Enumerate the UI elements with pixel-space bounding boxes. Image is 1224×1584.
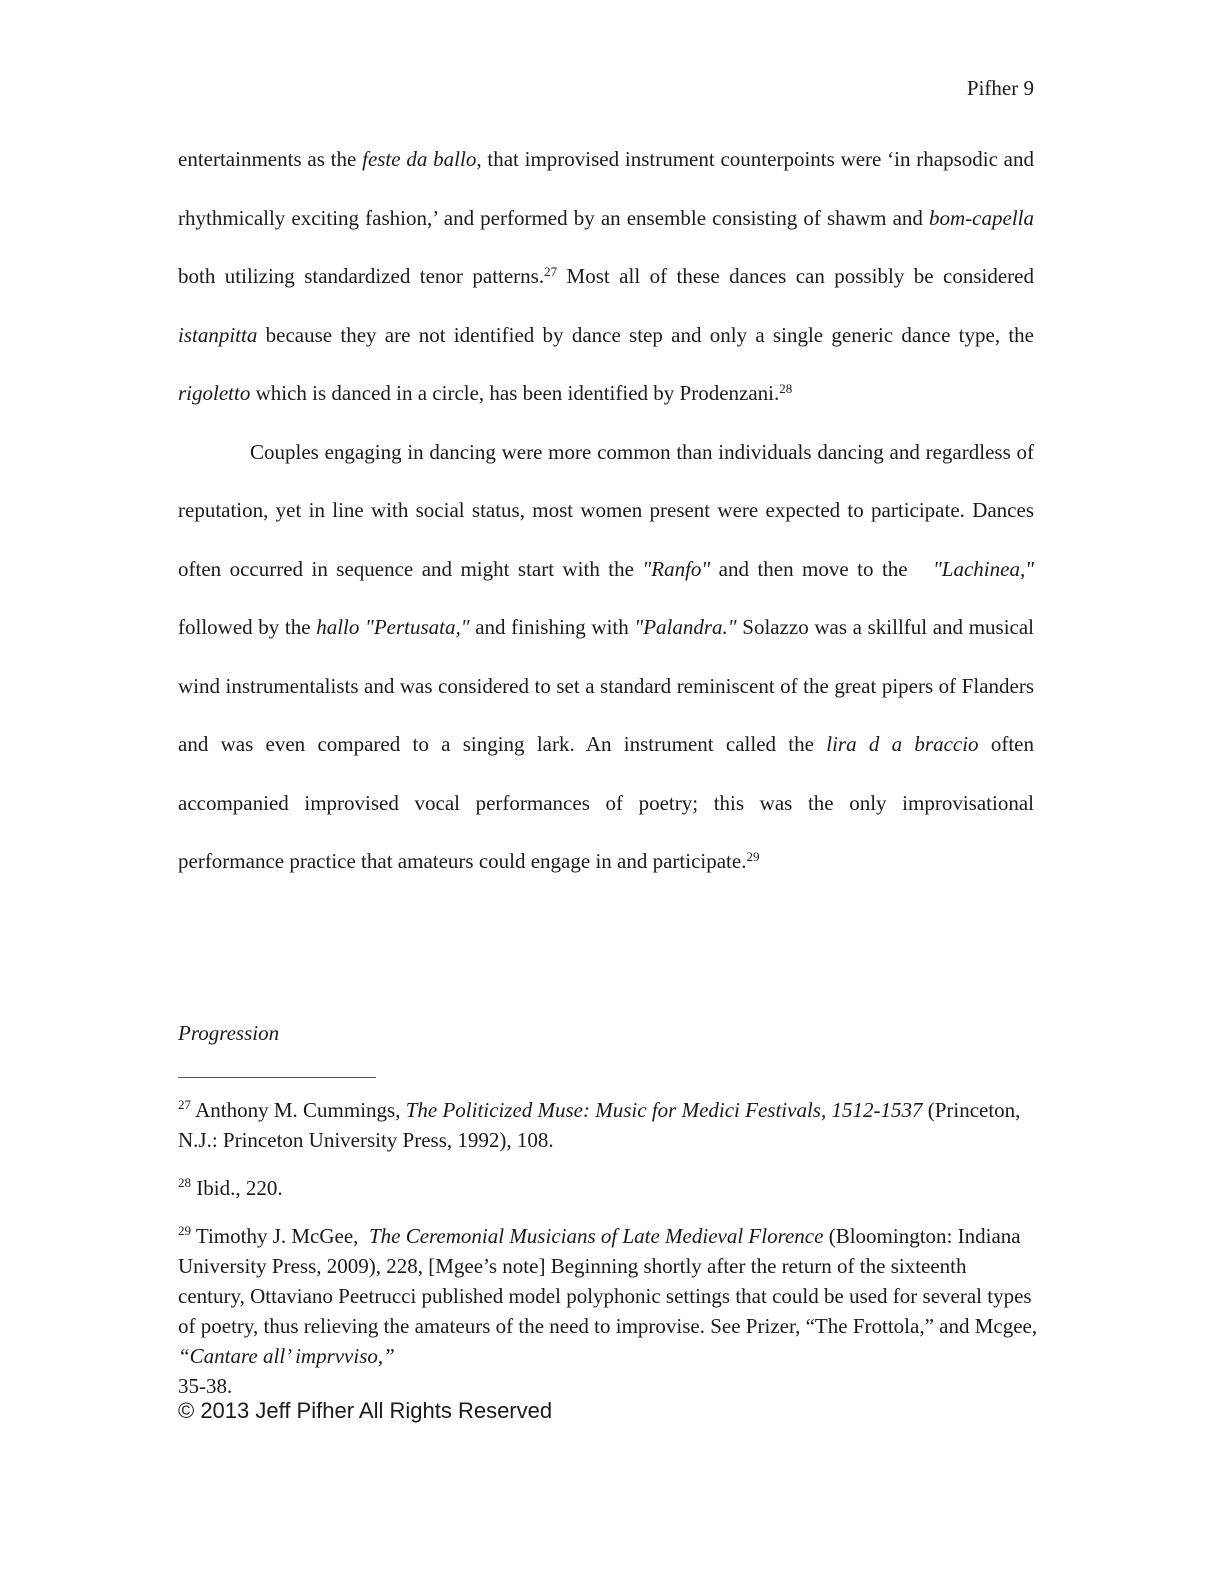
footnote-number: 28 <box>178 1175 191 1190</box>
text-run: entertainments as the <box>178 147 363 171</box>
italic-term: lira d a braccio <box>826 732 979 756</box>
footnote-title: The Ceremonial Musicians of Late Medieval Florence <box>368 1224 824 1248</box>
text-run: followed by the <box>178 615 317 639</box>
footnote-text: Timothy J. McGee, <box>191 1224 369 1248</box>
footnote-28 <box>178 1173 1038 1203</box>
text-run: which is danced in a circle, has been identified by Prodenzani. <box>250 381 780 405</box>
section-heading: Progression <box>178 1021 280 1045</box>
italic-term: bom-capella <box>929 205 1034 230</box>
italic-term: "Palandra." <box>634 615 737 639</box>
footnote-number: 29 <box>178 1223 191 1238</box>
footnote-text: (Bloomington: Indiana University Press, 2009), 228, [Mgee’s note] Beginning shortly after the return of the sixteenth century, Ottaviano Peetrucci published model polyphonic settings that could be used for several types of poetry, thus relieving the amateurs of the need to improvise. See Prizer, “The Frottola,” and Mcgee, <box>178 1224 1038 1338</box>
paragraph-1 <box>178 130 1034 423</box>
footnote-separator <box>178 1077 376 1078</box>
footnote-number: 27 <box>178 1097 191 1112</box>
footnote-ref: 28 <box>779 381 793 396</box>
italic-term: istanpitta <box>178 322 258 347</box>
footnote-29 <box>178 1221 1038 1401</box>
italic-term: hallo "Pertusata," <box>316 615 470 639</box>
italic-term: "Lachinea," <box>932 556 1035 581</box>
footnote-text: (Princeton, N.J.: Princeton University Press, 1992), 108. <box>178 1098 1021 1152</box>
text-run: Solazzo was a skillful and musical wind instrumentalists and was considered to set a standard reminiscent of the great pipers of Flanders and was even compared to a singing lark. An instrument called the <box>178 615 1035 756</box>
page-header: Pifher 9 <box>966 76 1034 100</box>
paragraph-2 <box>178 423 1034 891</box>
footnote-title: The Politicized Muse: Music for Medici Festivals, 1512-1537 <box>405 1098 923 1122</box>
text-run: Couples engaging in dancing were more common than individuals dancing and regardless of reputation, yet in line with social status, most women present were expected to participate. Dances often occurred in sequence and might start with the <box>178 439 1034 581</box>
text-run: both utilizing standardized tenor patterns. <box>178 264 545 288</box>
footnote-ref: 29 <box>746 849 760 864</box>
text-run: and finishing with <box>469 615 635 639</box>
footnote-text: Ibid., 220. <box>191 1176 283 1200</box>
footnote-title: “Cantare all’ imprvviso,” <box>178 1344 395 1368</box>
body-text <box>178 130 1034 891</box>
footnote-text: Anthony M. Cummings, <box>191 1098 406 1122</box>
footnote-27 <box>178 1095 1038 1155</box>
italic-term: rigoletto <box>178 381 251 405</box>
copyright-notice: © 2013 Jeff Pifher All Rights Reserved <box>178 1398 553 1423</box>
text-run: because they are not identified by dance step and only a single generic dance type, the <box>257 322 1034 347</box>
italic-term: feste da ballo <box>362 147 477 171</box>
text-run: often accompanied improvised vocal performances of poetry; this was the only improvisational performance practice that amateurs could engage in and participate. <box>178 732 1034 873</box>
italic-term: "Ranfo" <box>642 556 711 581</box>
footnote-ref: 27 <box>544 264 558 279</box>
text-run: , that improvised instrument counterpoints were ‘in rhapsodic and rhythmically exciting fashion,’ and performed by an ensemble consisting of shawm and <box>178 147 1034 230</box>
footnote-text: 35-38. <box>178 1374 233 1398</box>
text-run: and then move to the <box>710 556 933 581</box>
footnotes <box>178 1095 1038 1401</box>
text-run: Most all of these dances can possibly be considered <box>557 264 1034 288</box>
